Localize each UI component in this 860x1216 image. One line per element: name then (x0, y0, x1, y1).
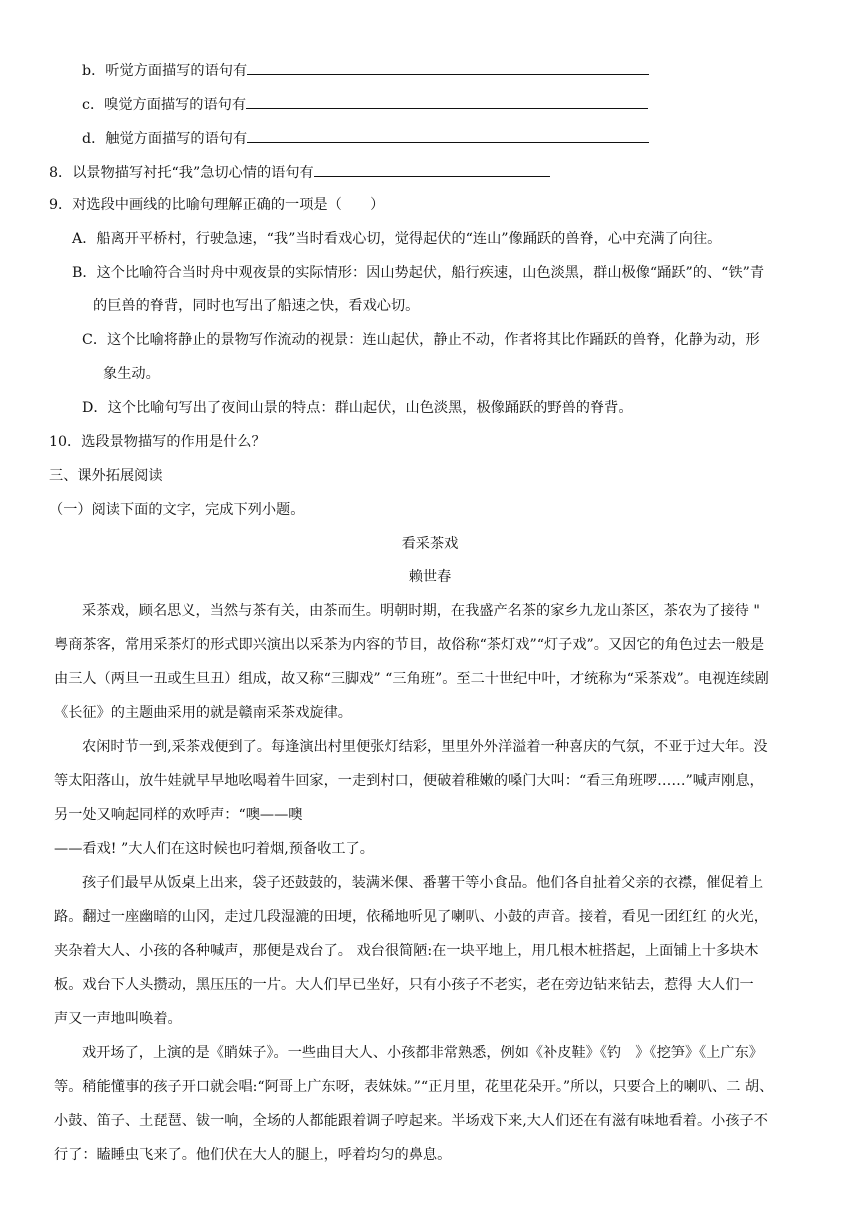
answer-blank-7b[interactable] (247, 60, 649, 75)
option-d: D．这个比喻句写出了夜间山景的特点：群山起伏，山色淡黑，极像踊跃的野兽的脊背。 (82, 400, 633, 416)
question-10: 10．选段景物描写的作用是什么？ (49, 434, 266, 450)
question-9-stem: 9．对选段中画线的比喻句理解正确的一项是（ ） (49, 197, 385, 213)
article-line: 板。戏台下人头攒动，黑压压的一片。大人们早已坐好，只有小孩子不老实，老在旁边钻来钻去，惹得 大人们一 (54, 977, 754, 993)
article-line: 孩子们最早从饭桌上出来，袋子还鼓鼓的，装满米倮、番薯干等小食品。他们各自扯着父亲的衣襟，催促着上 (82, 875, 764, 891)
option-b-line2: 的巨兽的脊背，同时也写出了船速之快，看戏心切。 (93, 298, 420, 314)
article-line: 《长征》的主题曲采用的就是赣南采茶戏旋律。 (54, 705, 352, 721)
answer-blank-8[interactable] (314, 162, 550, 177)
article-line: 采茶戏，顾名思义，当然与茶有关，由茶而生。明朝时期，在我盛产名茶的家乡九龙山茶区，茶农为了接待 " (82, 603, 760, 619)
article-line: 粤商茶客，常用采茶灯的形式即兴演出以采茶为内容的节目，故俗称“茶灯戏”“灯子戏”。又因它的角色过去一般是 (54, 637, 765, 653)
article-line: ——看戏! ”大人们在这时候也叼着烟,预备收工了。 (54, 841, 374, 857)
question-8-label: 8．以景物描写衬托“我”急切心情的语句有 (49, 165, 314, 181)
article-title: 看采茶戏 (401, 536, 459, 552)
article-line: 另一处又响起同样的欢呼声：“噢——噢 (54, 807, 303, 823)
option-c-line1: C．这个比喻将静止的景物写作流动的视景：连山起伏，静止不动，作者将其比作踊跃的兽脊，化静为动，形 (82, 332, 760, 348)
question-7b-label: b．听觉方面描写的语句有 (82, 63, 248, 79)
section-subheading: （一）阅读下面的文字，完成下列小题。 (49, 502, 305, 518)
question-7c-label: c．嗅觉方面描写的语句有 (82, 97, 247, 113)
article-line: 行了：瞌睡虫飞来了。他们伏在大人的腿上，呼着均匀的鼻息。 (54, 1147, 452, 1163)
article-line: 戏开场了，上演的是《睄妹子》。一些曲目大人、小孩都非常熟悉，例如《补皮鞋》《钓 》《挖笋》《上广东》 (82, 1045, 763, 1061)
option-a: A．船离开平桥村，行驶急速，“我”当时看戏心切，觉得起伏的“连山”像踊跃的兽脊，心中充满了向往。 (72, 231, 722, 247)
question-8 (49, 162, 550, 183)
question-7b (82, 60, 649, 81)
question-7d-label: d．触觉方面描写的语句有 (82, 131, 248, 147)
answer-blank-7c[interactable] (246, 94, 648, 109)
article-line: 等。稍能懂事的孩子开口就会唱:“阿哥上广东呀，表妹妹。”“正月里，花里花朵开。”所以，只要合上的喇叭、二 胡、 (54, 1079, 774, 1095)
article-line: 声又一声地叫唤着。 (54, 1011, 182, 1027)
option-c-line2: 象生动。 (103, 366, 160, 382)
article-line: 农闲时节一到,采茶戏便到了。每逢演出村里便张灯结彩，里里外外洋溢着一种喜庆的气氛，不亚于过大年。没 (82, 739, 768, 755)
article-author: 赖世春 (408, 569, 452, 585)
article-line: 小鼓、笛子、土琵琶、钹一响，全场的人都能跟着调子哼起来。半场戏下来,大人们还在有滋有味地看着。小孩子不 (54, 1113, 768, 1129)
article-line: 等太阳落山，放牛娃就早早地吆喝着牛回家，一走到村口，便破着稚嫩的嗓门大叫：“看三角班啰……”喊声刚息， (54, 773, 764, 789)
question-7d (82, 128, 649, 149)
article-line: 夹杂着大人、小孩的各种喊声，那便是戏台了。 戏台很简陋:在一块平地上，用几根木桩搭起，上面铺上十多块木 (54, 943, 759, 959)
article-line: 由三人（两旦一丑或生旦丑）组成，故又称“三脚戏” “三角班”。至二十世纪中叶，才统称为“采茶戏”。电视连续剧 (54, 671, 769, 687)
question-7c (82, 94, 648, 115)
option-b-line1: B．这个比喻符合当时舟中观夜景的实际情形：因山势起伏，船行疾速，山色淡黑，群山极像“踊跃”的、“铁”青 (72, 265, 765, 281)
article-line: 路。翻过一座幽暗的山冈，走过几段湿漉的田埂，依稀地听见了喇叭、小鼓的声音。接着，看见一团红红 的火光， (54, 909, 768, 925)
section-heading: 三、课外拓展阅读 (49, 468, 163, 484)
answer-blank-7d[interactable] (247, 128, 649, 143)
